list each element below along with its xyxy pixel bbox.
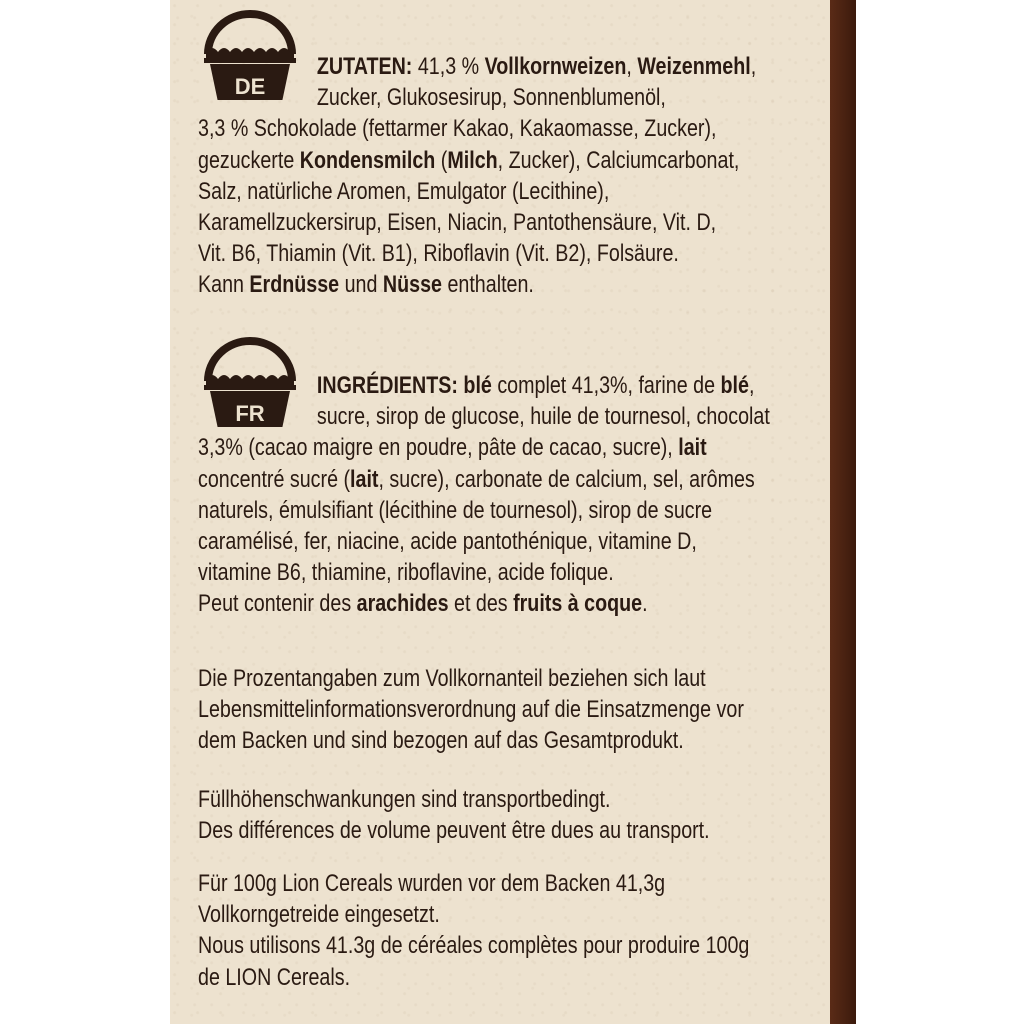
de-line bbox=[198, 238, 756, 269]
note-line: Füllhöhenschwankungen sind transportbedingt. bbox=[198, 786, 611, 813]
bold-segment: fruits à coque bbox=[513, 590, 643, 618]
fr-line bbox=[198, 464, 770, 495]
note-wholegrain-percent bbox=[198, 663, 744, 757]
de-line bbox=[198, 51, 756, 82]
left-margin bbox=[0, 0, 170, 1024]
bold-segment: Weizenmehl bbox=[637, 53, 751, 80]
de-line bbox=[198, 269, 756, 300]
text-segment: enthalten. bbox=[441, 271, 534, 299]
fr-line bbox=[198, 401, 770, 432]
text-segment: ( bbox=[435, 146, 448, 174]
bold-segment: Nüsse bbox=[382, 271, 442, 299]
bold-segment: ZUTATEN: bbox=[316, 53, 413, 80]
fr-line bbox=[198, 588, 770, 619]
fr-line bbox=[198, 432, 770, 463]
fr-ingredients bbox=[198, 370, 770, 620]
bold-segment: Erdnüsse bbox=[249, 271, 340, 299]
text-segment: , bbox=[748, 372, 755, 399]
bold-segment: Kondensmilch bbox=[299, 146, 436, 174]
text-segment: gezuckerte bbox=[198, 146, 300, 174]
fr-line bbox=[198, 526, 770, 557]
bold-segment: blé bbox=[463, 372, 492, 399]
text-segment: Karamellzuckersirup, Eisen, Niacin, Pantothensäure, Vit. D, bbox=[198, 209, 717, 237]
text-segment: , sucre), carbonate de calcium, sel, arômes bbox=[378, 465, 755, 493]
bold-segment: Milch bbox=[447, 146, 498, 174]
text-segment: Kann bbox=[198, 271, 250, 299]
de-badge: DE bbox=[234, 74, 266, 99]
text-segment: naturels, émulsifiant (lécithine de tournesol), sirop de sucre bbox=[198, 496, 713, 524]
bold-segment: arachides bbox=[356, 590, 449, 618]
bold-segment: lait bbox=[678, 434, 707, 462]
de-line bbox=[198, 82, 756, 113]
note-line: Des différences de volume peuvent être dues au transport. bbox=[198, 817, 710, 845]
right-margin bbox=[856, 0, 1024, 1024]
note-fill-level bbox=[198, 784, 710, 846]
text-segment: sucre, sirop de glucose, huile de tournesol, chocolat bbox=[316, 403, 770, 431]
bold-segment: lait bbox=[350, 465, 379, 493]
note-wholegrain-amount bbox=[198, 868, 749, 993]
fr-badge: FR bbox=[235, 401, 265, 426]
bold-segment: INGRÉDIENTS: bbox=[316, 372, 458, 399]
text-segment: concentré sucré ( bbox=[198, 465, 351, 493]
text-segment: Zucker, Glukosesirup, Sonnenblumenöl, bbox=[316, 84, 666, 112]
brown-edge-strip bbox=[830, 0, 856, 1024]
text-segment: Peut contenir des bbox=[198, 590, 357, 618]
note-line: Vollkorngetreide eingesetzt. bbox=[198, 901, 440, 929]
note-line: Für 100g Lion Cereals wurden vor dem Backen 41,3g bbox=[198, 870, 666, 897]
bold-segment: blé bbox=[720, 372, 749, 399]
de-ingredients bbox=[198, 51, 756, 301]
text-segment: complet 41,3%, farine de bbox=[491, 372, 721, 399]
text-segment: et des bbox=[448, 590, 514, 618]
text-segment: 3,3% (cacao maigre en poudre, pâte de cacao, sucre), bbox=[198, 434, 679, 462]
fr-line bbox=[198, 557, 770, 588]
note-line: dem Backen und sind bezogen auf das Gesamtprodukt. bbox=[198, 727, 684, 755]
bold-segment: Vollkornweizen bbox=[484, 53, 627, 80]
text-segment: , bbox=[750, 53, 757, 80]
text-segment: caramélisé, fer, niacine, acide pantothénique, vitamine D, bbox=[198, 528, 697, 556]
text-segment: und bbox=[339, 271, 383, 299]
de-line bbox=[198, 145, 756, 176]
text-segment: 3,3 % Schokolade (fettarmer Kakao, Kakaomasse, Zucker), bbox=[198, 115, 717, 143]
text-segment: , Zucker), Calciumcarbonat, bbox=[497, 146, 740, 174]
text-segment: vitamine B6, thiamine, riboflavine, acide folique. bbox=[198, 559, 614, 587]
text-segment: , bbox=[626, 53, 638, 80]
text-segment: 41,3 % bbox=[412, 53, 485, 80]
text-segment: Salz, natürliche Aromen, Emulgator (Lecithine), bbox=[198, 177, 610, 205]
text-segment: Vit. B6, Thiamin (Vit. B1), Riboflavin (Vit. B2), Folsäure. bbox=[198, 240, 679, 268]
note-line: Die Prozentangaben zum Vollkornanteil beziehen sich laut bbox=[198, 665, 706, 692]
de-line bbox=[198, 207, 756, 238]
de-line bbox=[198, 113, 756, 144]
note-line: Lebensmittelinformationsverordnung auf die Einsatzmenge vor bbox=[198, 696, 744, 724]
fr-line bbox=[198, 370, 770, 401]
text-segment: . bbox=[642, 590, 648, 618]
note-line: de LION Cereals. bbox=[198, 963, 351, 991]
de-line bbox=[198, 176, 756, 207]
note-line: Nous utilisons 41.3g de céréales complètes pour produire 100g bbox=[198, 932, 750, 960]
fr-line bbox=[198, 495, 770, 526]
